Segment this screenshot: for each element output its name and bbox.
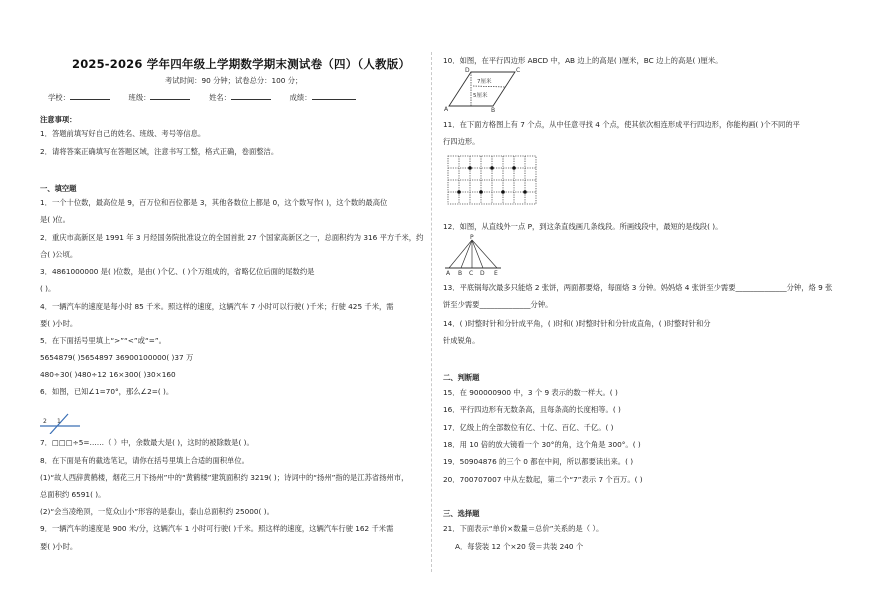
measure-5cm: 5厘米 (473, 93, 488, 99)
question-line: 针成锐角。 (443, 336, 480, 345)
question-line: 4．一辆汽车的速度是每小时 85 千米。照这样的速度，这辆汽车 7 小时可以行驶( )千米；行驶 425 千米，需 (40, 302, 394, 311)
point-line-figure (443, 234, 503, 276)
angle-1-label: 1 (57, 418, 61, 425)
parallelogram-shape (449, 72, 515, 106)
class-field[interactable] (150, 92, 190, 100)
question-line: (1)“故人西辞黄鹤楼，烟花三月下扬州”中的“黄鹤楼”建筑面积约 3219( )；诗词中的“扬州”指的是江苏省扬州市， (40, 473, 409, 482)
name-field[interactable] (231, 92, 271, 100)
grid-point (512, 166, 516, 170)
point-a-label: A (446, 270, 451, 276)
section-judge-heading: 二、判断题 (443, 373, 480, 382)
angle-2-label: 2 (43, 418, 47, 425)
question-line: 8．在下面是有的截选笔记，请你在括号里填上合适的面积单位。 (40, 456, 249, 465)
question-line: 要( )小时。 (40, 319, 78, 328)
grid-point (479, 190, 483, 194)
section-choice-heading: 三、选择题 (443, 509, 480, 518)
question-line: 17．亿级上的全部数位有亿、十亿、百亿、千亿。( ) (443, 423, 614, 432)
question-line: 2．重庆市高新区是 1991 年 3 月经国务院批准设立的全国首批 27 个国家高新区之一，总面积约为 316 平方千米，约 (40, 233, 424, 242)
question-line: 480÷30( )480÷12 16×300( )30×160 (40, 370, 176, 379)
point-d-label: D (480, 270, 485, 276)
exam-subtitle: 考试时间：90 分钟；试卷总分：100 分； (165, 76, 303, 85)
question-line: 合( )公顷。 (40, 250, 78, 259)
question-line: (2)“会当凌绝顶，一览众山小”形容的是泰山，泰山总面积约 25000( )。 (40, 507, 274, 516)
vertex-b-label: B (491, 107, 496, 112)
grid-point (523, 190, 527, 194)
question-line: 14．( )时整时针和分针成平角，( )时和( )时整时针和分针成直角，( )时整时针和分 (443, 319, 711, 328)
vertex-a-label: A (444, 106, 449, 112)
exam-title: 2025-2026 学年四年级上学期数学期末测试卷（四）（人教版） (72, 57, 411, 71)
question-line: 要( )小时。 (40, 542, 78, 551)
point-b-label: B (458, 270, 463, 276)
question-line: 6．如图，已知∠1=70°，那么∠2=( )。 (40, 387, 174, 396)
dot-grid-figure (446, 154, 538, 206)
score-label: 成绩： (289, 93, 312, 102)
grid-point (501, 190, 505, 194)
student-info-row (48, 92, 356, 101)
parallelogram-figure (443, 66, 523, 112)
vertex-d-label: D (465, 67, 470, 74)
angle-figure (40, 412, 84, 434)
grid-point (468, 166, 472, 170)
class-label: 班级： (128, 93, 151, 102)
question-line: 18．用 10 倍的放大镜看一个 30°的角，这个角是 300°。( ) (443, 440, 641, 449)
grid-point (490, 166, 494, 170)
question-line: A．每袋装 12 个×20 袋＝共装 240 个 (455, 542, 584, 551)
grid-point (457, 190, 461, 194)
question-line: 16．平行四边形有无数条高，且每条高的长度相等。( ) (443, 405, 621, 414)
question-line: 12．如图，从直线外一点 P，到这条直线画几条线段。所画线段中，最短的是线段( )。 (443, 222, 723, 231)
question-line: 3．4861000000 是( )位数，是由( )个亿、( )个万组成的，省略亿位后面的尾数约是 (40, 267, 315, 276)
point-p-label: P (470, 234, 474, 241)
question-line: 7．□□□÷5=……（ ）中，余数最大是( )，这时的被除数是( )。 (40, 438, 254, 447)
height-bc (473, 86, 505, 87)
question-line: 21．下面表示“单价×数量＝总价”关系的是（ ）。 (443, 524, 604, 533)
question-line: 1．一个十位数，最高位是 9，百万位和百位都是 3，其他各数位上都是 0，这个数写作( )，这个数的最高位 (40, 198, 388, 207)
question-line: 是( )位。 (40, 215, 70, 224)
question-line: 饼至少需要______________分钟。 (443, 300, 553, 309)
column-divider (431, 52, 432, 572)
school-label: 学校： (48, 93, 70, 102)
question-line: 行四边形。 (443, 137, 480, 146)
question-line: 总面积约 6591( )。 (40, 490, 106, 499)
question-line: 19．50904876 的三个 0 都在中间，所以都要读出来。( ) (443, 457, 634, 466)
score-field[interactable] (312, 92, 356, 100)
measure-7cm: 7厘米 (477, 79, 492, 85)
point-e-label: E (494, 270, 498, 276)
name-label: 姓名： (209, 93, 231, 102)
note-item: 2．请将答案正确填写在答题区域，注意书写工整，格式正确，卷面整洁。 (40, 147, 279, 156)
school-field[interactable] (70, 92, 110, 100)
question-line: 20．700707007 中从左数起，第二个“7”表示 7 个百万。( ) (443, 475, 643, 484)
question-line: 9．一辆汽车的速度是 900 米/分，这辆汽车 1 小时可行驶( )千米。照这样的速度，这辆汽车行驶 162 千米需 (40, 524, 394, 533)
note-item: 1．答题前填写好自己的姓名、班级、考号等信息。 (40, 129, 206, 138)
question-line: ( )。 (40, 284, 56, 293)
question-line: 13．平底锅每次最多只能烙 2 张饼，两面都要烙，每面烙 3 分钟。妈妈烙 4 张饼至少需要______________分钟，烙 9 张 (443, 283, 833, 292)
notes-heading: 注意事项： (40, 115, 77, 124)
vertex-c-label: C (516, 67, 521, 74)
question-line: 15．在 900000900 中，3 个 9 表示的数一样大。( ) (443, 388, 618, 397)
section-fill-heading: 一、填空题 (40, 184, 77, 193)
question-line: 11．在下面方格图上有 7 个点，从中任意寻找 4 个点，使其依次相连形成平行四边形，你能构画( )个不同的平 (443, 120, 800, 129)
question-line: 10．如图，在平行四边形 ABCD 中，AB 边上的高是( )厘米，BC 边上的高是( )厘米。 (443, 56, 723, 65)
point-c-label: C (469, 270, 474, 276)
question-line: 5．在下面括号里填上“>”“<”或“=”。 (40, 336, 166, 345)
question-line: 5654879( )5654897 36900100000( )37 万 (40, 353, 194, 362)
